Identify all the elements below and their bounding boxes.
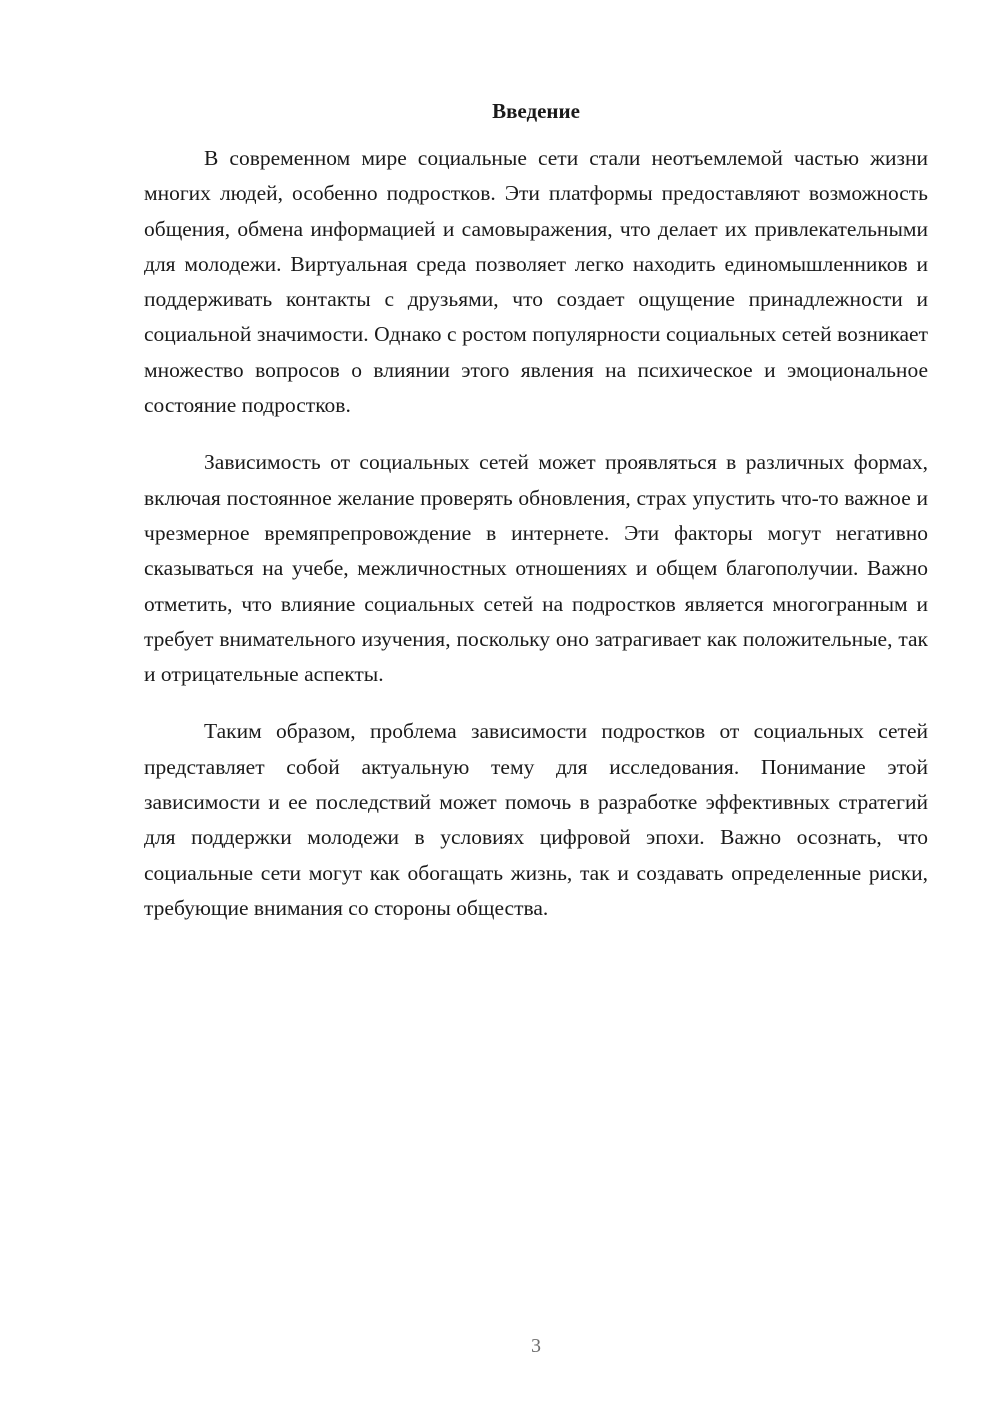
paragraph: Таким образом, проблема зависимости подростков от социальных сетей представляет собой актуальную тему для исследования. Понимание этой зависимости и ее последствий может помочь в разработке эффективных стратегий для поддержки молодежи в условиях цифровой эпохи. Важно осознать, что социальные сети могут как обогащать жизнь, так и создавать определенные риски, требующие внимания со стороны общества. xyxy=(144,719,928,920)
paragraph: В современном мире социальные сети стали неотъемлемой частью жизни многих людей, особенно подростков. Эти платформы предоставляют возможность общения, обмена информацией и самовыражения, что делает их привлекательными для молодежи. Виртуальная среда позволяет легко находить единомышленников и поддерживать контакты с друзьями, что создает ощущение принадлежности и социальной значимости. Однако с ростом популярности социальных сетей возникает множество вопросов о влиянии этого явления на психическое и эмоциональное состояние подростков. xyxy=(144,146,928,418)
paragraph: Зависимость от социальных сетей может проявляться в различных формах, включая постоянное желание проверять обновления, страх упустить что-то важное и чрезмерное времяпрепровождение в интернете. Эти факторы могут негативно сказываться на учебе, межличностных отношениях и общем благополучии. Важно отметить, что влияние социальных сетей на подростков является многогранным и требует внимательного изучения, поскольку оно затрагивает как положительные, так и отрицательные аспекты. xyxy=(144,450,928,687)
section-heading: Введение xyxy=(492,99,580,123)
body-text xyxy=(144,141,928,948)
page-number: 3 xyxy=(531,1335,541,1357)
